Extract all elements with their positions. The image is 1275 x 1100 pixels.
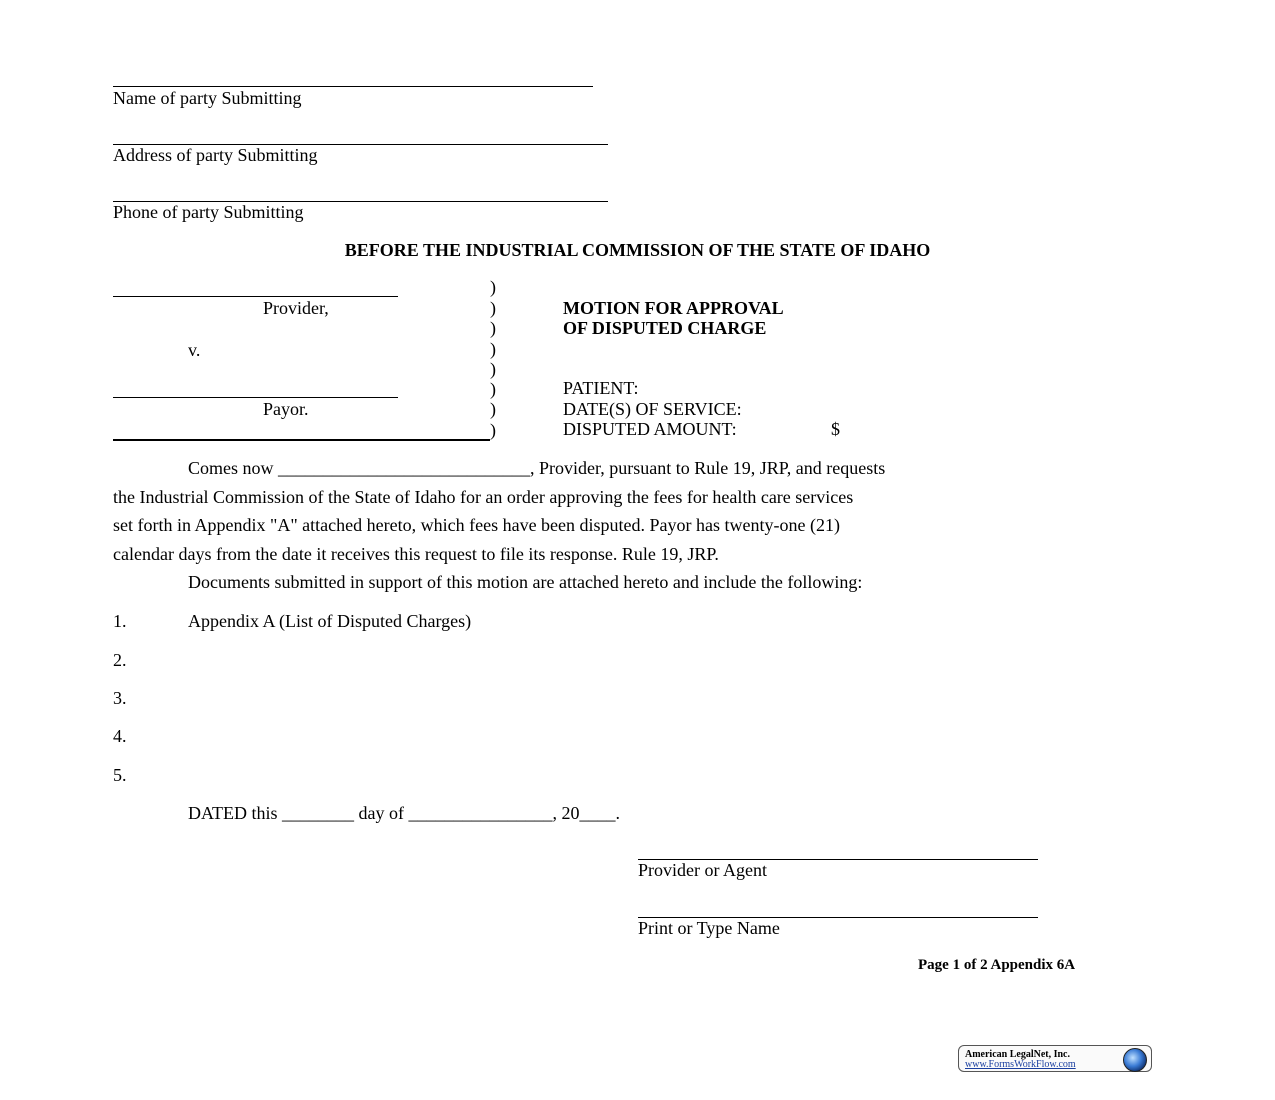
paragraph-line: set forth in Appendix "A" attached hereto, which fees have been disputed. Payor has twenty-one (21) [113,515,840,535]
name-label: Name of party Submitting [113,88,302,108]
list-number: 5. [113,765,127,785]
phone-label: Phone of party Submitting [113,202,304,222]
caption-paren: ) [490,399,496,419]
patient-label: PATIENT: [563,378,639,398]
list-number: 3. [113,688,127,708]
provider-label: Provider, [263,298,329,318]
motion-title-line1: MOTION FOR APPROVAL [563,298,784,318]
dated-this-text: DATED this [188,803,278,823]
paragraph-line: Documents submitted in support of this motion are attached hereto and include the following: [188,572,863,592]
provider-name-line[interactable] [113,296,398,297]
caption-paren: ) [490,298,496,318]
payor-name-line[interactable] [113,397,398,398]
court-title: BEFORE THE INDUSTRIAL COMMISSION OF THE STATE OF IDAHO [344,240,931,260]
day-of-text: day of [358,803,404,823]
payor-label: Payor. [263,399,309,419]
print-name-label: Print or Type Name [638,918,780,938]
caption-paren: ) [490,379,496,399]
disputed-amount-label: DISPUTED AMOUNT: [563,419,737,439]
list-number: 1. [113,611,127,631]
year-prefix: , 20 [552,803,580,823]
american-legalnet-logo[interactable] [958,1045,1152,1072]
paragraph-line: calendar days from the date it receives this request to file its response. Rule 19, JRP. [113,543,719,564]
logo-company: American LegalNet, Inc. [965,1049,1070,1060]
paragraph-text: , Provider, pursuant to Rule 19, JRP, and requests [530,458,886,478]
globe-icon [1123,1048,1147,1072]
month-blank[interactable]: ________________ [408,803,553,823]
caption-paren: ) [490,277,496,297]
caption-paren: ) [490,359,496,379]
comes-now-text: Comes now [188,458,274,478]
page-footer: Page 1 of 2 Appendix 6A [918,957,1076,973]
caption-paren: ) [490,318,496,338]
day-blank[interactable]: ________ [282,803,354,823]
list-item: Appendix A (List of Disputed Charges) [188,611,472,631]
list-number: 2. [113,650,127,670]
paragraph-line [113,454,1158,483]
currency-symbol: $ [831,419,840,439]
dated-line [188,803,620,823]
motion-paragraph [113,454,1158,597]
logo-url-link[interactable]: www.FormsWorkFlow.com [965,1059,1076,1070]
paragraph-line: the Industrial Commission of the State of Idaho for an order approving the fees for health care services [113,486,854,507]
address-label: Address of party Submitting [113,145,318,165]
name-line[interactable] [113,86,593,87]
provider-agent-label: Provider or Agent [638,860,767,880]
caption-paren: ) [490,339,496,359]
provider-blank[interactable]: ____________________________ [278,458,530,478]
caption-paren: ) [490,420,496,440]
motion-title-line2: OF DISPUTED CHARGE [563,318,767,338]
year-blank[interactable]: ____ [579,803,616,823]
versus-label: v. [188,340,201,360]
list-number: 4. [113,726,127,746]
caption-bottom-line [113,439,490,441]
dated-end: . [615,803,620,823]
dates-of-service-label: DATE(S) OF SERVICE: [563,399,742,419]
